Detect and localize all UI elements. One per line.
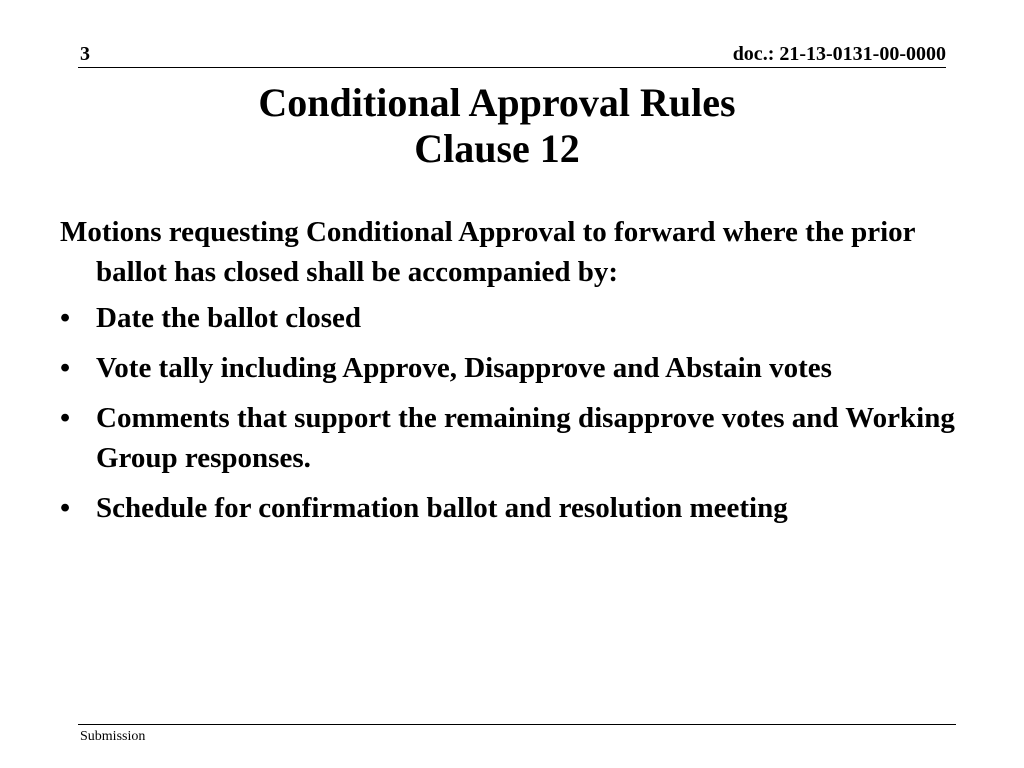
slide-title <box>0 80 994 172</box>
bullet-list <box>60 298 960 528</box>
bullet-text: Date the ballot closed <box>96 302 361 334</box>
bullet-icon: • <box>60 352 71 384</box>
bullet-text: Comments that support the remaining disapprove votes and Working Group responses. <box>96 402 955 474</box>
bullet-item <box>60 298 960 338</box>
bullet-item <box>60 488 960 528</box>
bullet-item <box>60 348 960 388</box>
bullet-text: Schedule for confirmation ballot and resolution meeting <box>96 492 788 524</box>
title-line-2: Clause 12 <box>414 126 580 171</box>
slide-body <box>60 212 960 538</box>
bullet-item <box>60 398 960 478</box>
bullet-icon: • <box>60 302 71 334</box>
intro-paragraph: Motions requesting Conditional Approval to forward where the prior ballot has closed shall be accompanied by: <box>60 216 915 288</box>
title-line-1: Conditional Approval Rules <box>258 80 736 125</box>
footer-submission-label: Submission <box>80 729 146 744</box>
bullet-icon: • <box>60 402 71 434</box>
footer-divider <box>78 724 956 725</box>
bullet-icon: • <box>60 492 71 524</box>
bullet-text: Vote tally including Approve, Disapprove and Abstain votes <box>96 352 832 384</box>
header-divider <box>78 67 946 68</box>
document-id: doc.: 21-13-0131-00-0000 <box>732 43 946 65</box>
slide-number: 3 <box>80 43 90 65</box>
